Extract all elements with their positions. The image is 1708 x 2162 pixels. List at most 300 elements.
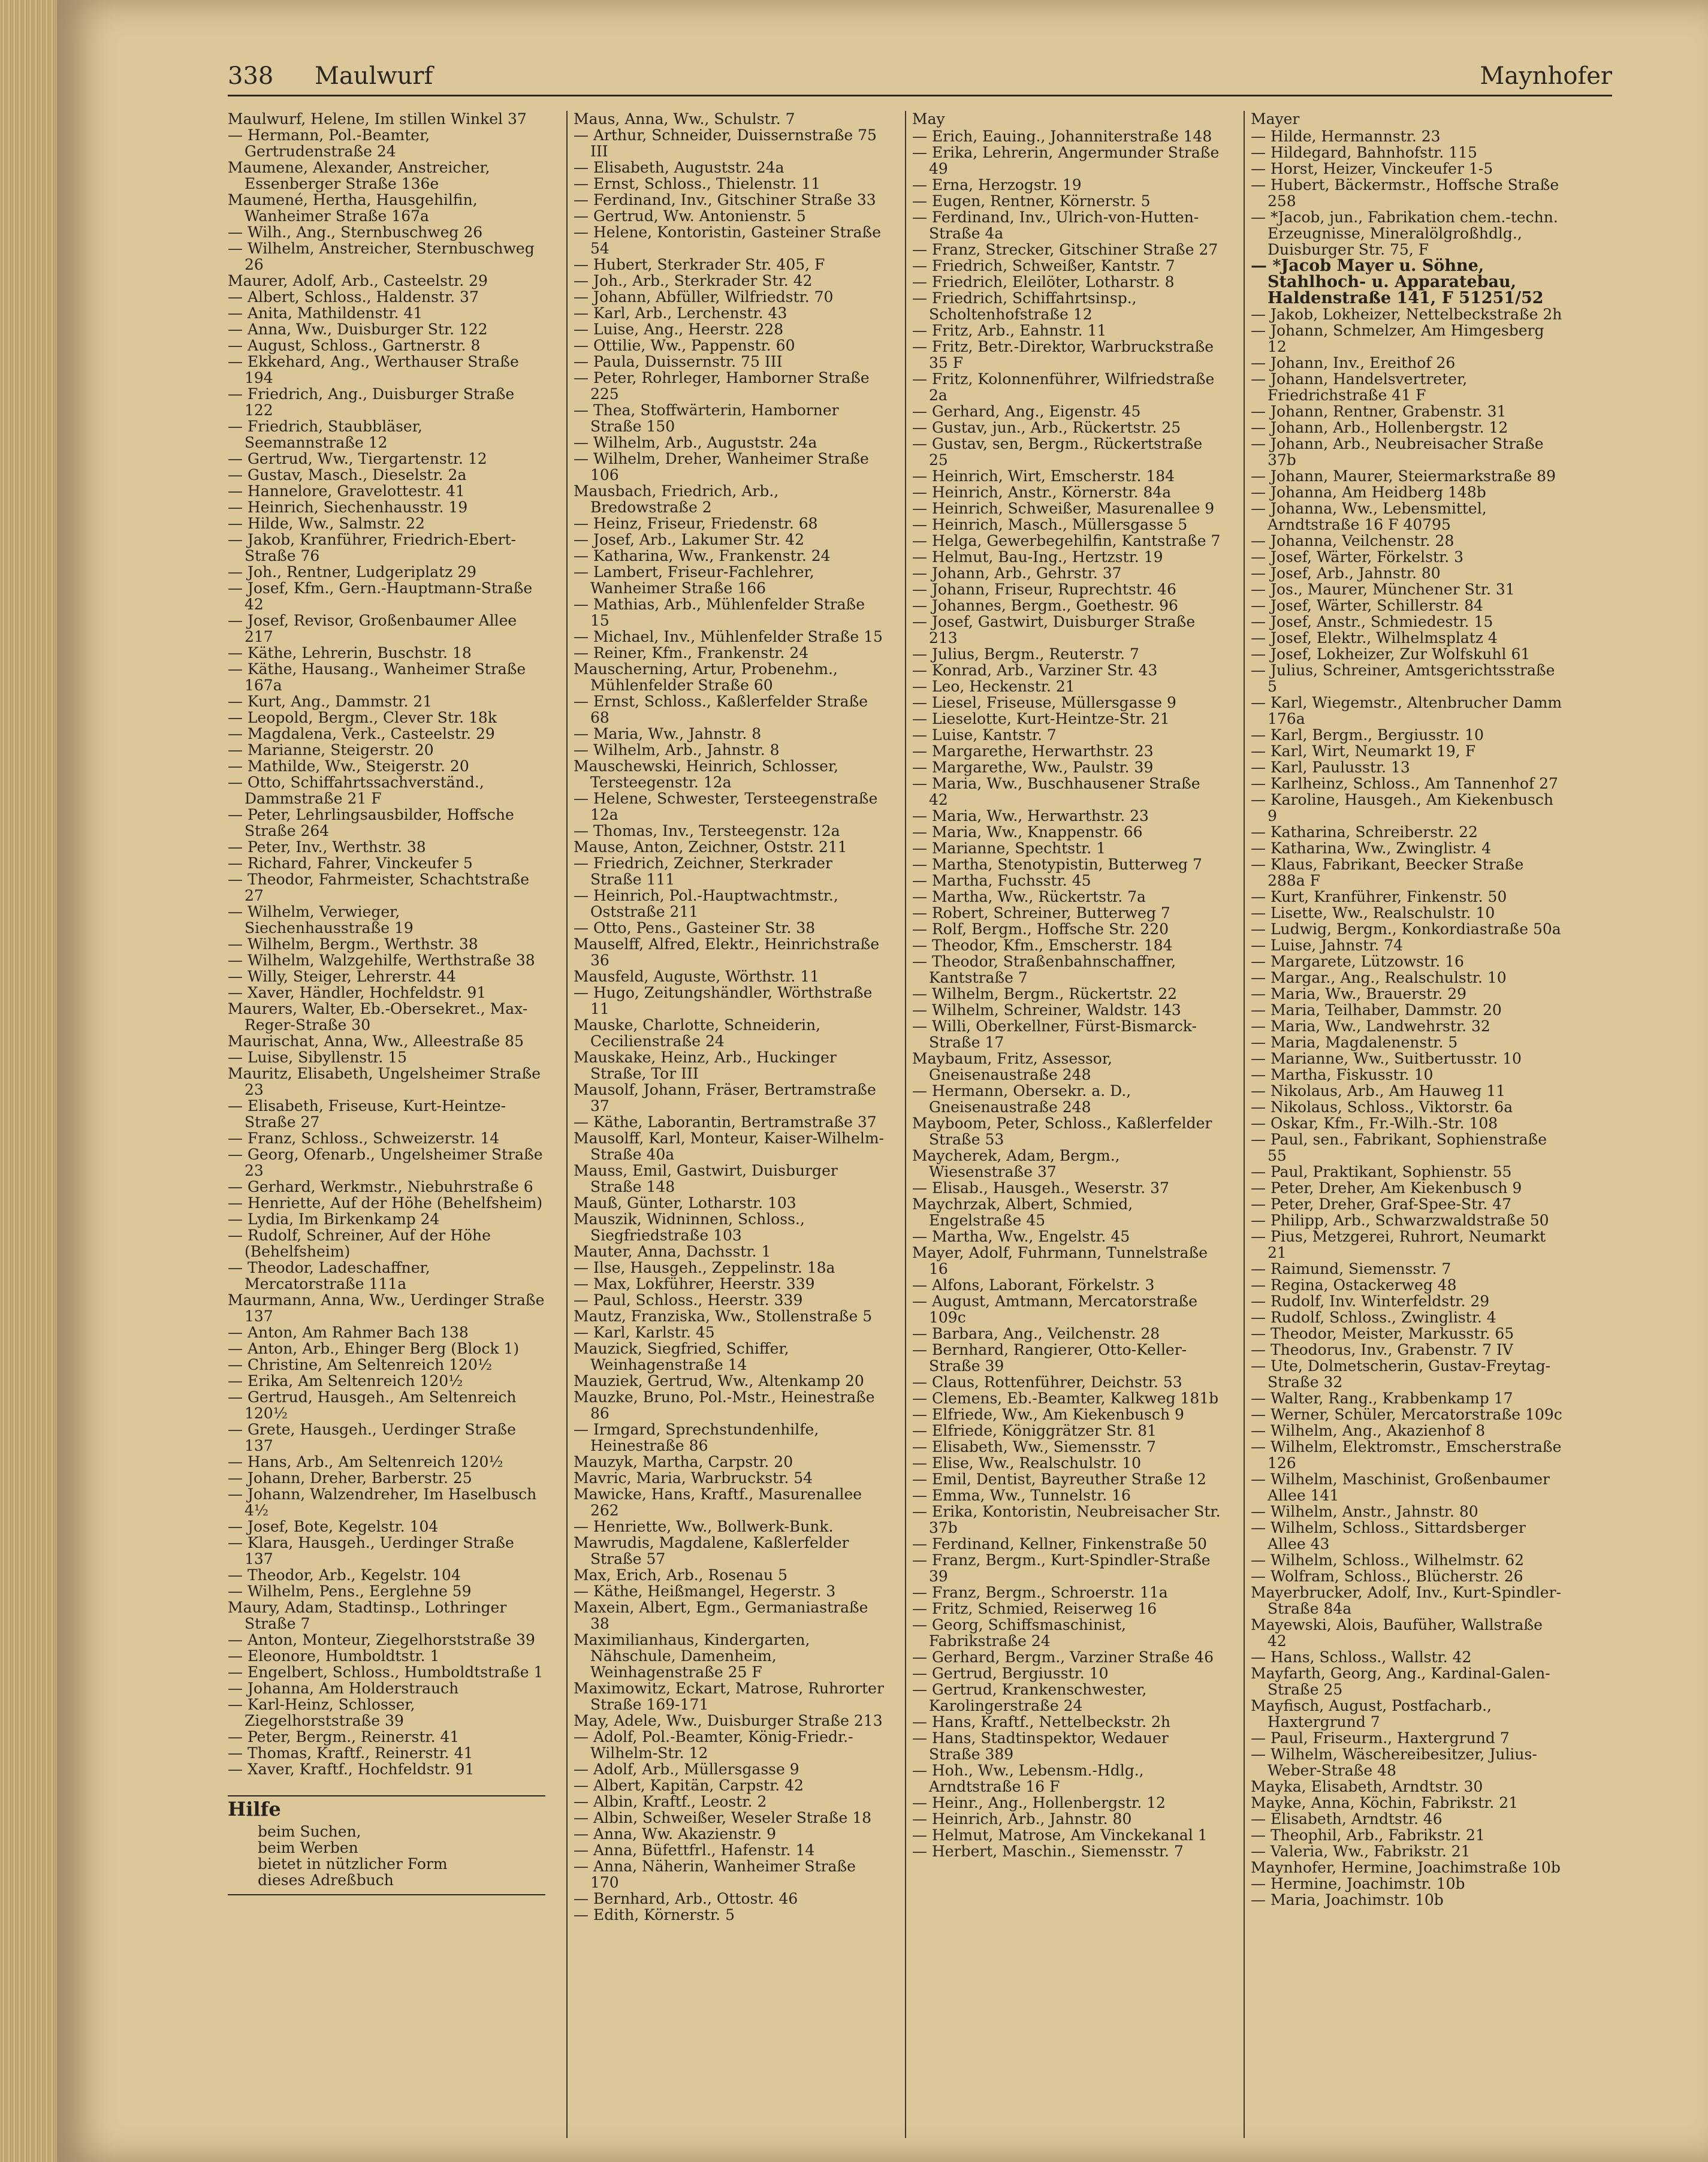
directory-entry: — August, Amtmann, Mercatorstraße 109c: [912, 1293, 1198, 1326]
directory-entry: — Margarethe, Herwarthstr. 23: [912, 742, 1154, 760]
directory-entry: — Peter, Rohrleger, Hamborner Straße 225: [574, 369, 870, 403]
directory-entry: — Klara, Hausgeh., Uerdinger Straße 137: [228, 1534, 514, 1568]
directory-entry: — Otto, Pens., Gasteiner Str. 38: [574, 919, 816, 937]
directory-entry: — Josef, Anstr., Schmiedestr. 15: [1251, 613, 1493, 630]
directory-entry: — Thomas, Kraftf., Reinerstr. 41: [228, 1744, 473, 1762]
directory-entry: Mauter, Anna, Dachsstr. 1: [574, 1243, 771, 1260]
directory-entry: — Margarete, Lützowstr. 16: [1251, 953, 1464, 970]
directory-entry: — Anton, Monteur, Ziegelhorststraße 39: [228, 1631, 535, 1648]
directory-entry: — Fritz, Schmied, Reiserweg 16: [912, 1600, 1157, 1617]
page-header: [228, 47, 1612, 96]
directory-entry: — Josef, Gastwirt, Duisburger Straße 213: [912, 613, 1196, 647]
directory-entry: — Wilhelm, Bergm., Rückertstr. 22: [912, 985, 1178, 1003]
directory-entry: — Luise, Ang., Heerstr. 228: [574, 321, 784, 338]
directory-entry: — Albert, Schloss., Haldenstr. 37: [228, 288, 479, 306]
column-3: [905, 111, 1224, 2138]
directory-entry: — Kurt, Ang., Dammstr. 21: [228, 693, 433, 710]
directory-entry: — Bernhard, Rangierer, Otto-Keller-Straße 39: [912, 1341, 1187, 1375]
directory-entry: — Maria, Ww., Brauerstr. 29: [1251, 985, 1467, 1003]
directory-entry: — Wilhelm, Elektromstr., Emscherstraße 126: [1251, 1438, 1562, 1472]
directory-entry: — Theodor, Straßenbahnschaffner, Kantstraße 7: [912, 953, 1176, 986]
directory-entry: — Hannelore, Gravelottestr. 41: [228, 482, 465, 500]
directory-entry: Mayboom, Peter, Schloss., Kaßlerfelder Straße 53: [912, 1115, 1212, 1148]
directory-entry: — Ute, Dolmetscherin, Gustav-Freytag-Straße 32: [1251, 1357, 1551, 1391]
directory-entry: — Friedrich, Eleilöter, Lotharstr. 8: [912, 273, 1175, 291]
directory-entry: — Wilhelm, Anstr., Jahnstr. 80: [1251, 1503, 1478, 1520]
directory-entry: — Elise, Ww., Realschulstr. 10: [912, 1454, 1142, 1472]
directory-entry: — Elisabeth, Friseuse, Kurt-Heintze-Straße 27: [228, 1097, 506, 1131]
directory-entry: — Martha, Ww., Engelstr. 45: [912, 1228, 1130, 1245]
directory-entry: — Eleonore, Humboldtstr. 1: [228, 1647, 440, 1665]
directory-entry: — Thea, Stoffwärterin, Hamborner Straße 150: [574, 401, 839, 435]
directory-entry: — Wilhelm, Ang., Akazienhof 8: [1251, 1422, 1486, 1439]
directory-entry: — Peter, Dreher, Graf-Spee-Str. 47: [1251, 1195, 1512, 1213]
directory-entry: — Ernst, Schloss., Thielenstr. 11: [574, 175, 821, 192]
directory-entry: — Gertrud, Ww., Tiergartenstr. 12: [228, 450, 487, 467]
directory-entry: — Maria, Joachimstr. 10b: [1251, 1891, 1444, 1909]
directory-entry: Maurischat, Anna, Ww., Alleestraße 85: [228, 1032, 524, 1050]
directory-entry: — Johann, Inv., Ereithof 26: [1251, 354, 1456, 372]
directory-entry: — Wilhelm, Schloss., Sittardsberger Allee 43: [1251, 1519, 1526, 1553]
directory-entry: — Katharina, Schreiberstr. 22: [1251, 823, 1478, 841]
directory-entry: — Ilse, Hausgeh., Zeppelinstr. 18a: [574, 1259, 835, 1276]
directory-entry: — Ferdinand, Inv., Ulrich-von-Hutten-Straße 4a: [912, 209, 1199, 242]
directory-entry: — Wilhelm, Schloss., Wilhelmstr. 62: [1251, 1551, 1525, 1569]
directory-entry: — Maria, Ww., Jahnstr. 8: [574, 725, 762, 742]
directory-entry: — Martha, Stenotypistin, Butterweg 7: [912, 856, 1202, 873]
directory-entry: — Martha, Fiskusstr. 10: [1251, 1066, 1434, 1083]
directory-entry: — Emma, Ww., Tunnelstr. 16: [912, 1487, 1131, 1504]
directory-entry: — Michael, Inv., Mühlenfelder Straße 15: [574, 628, 883, 645]
directory-entry: Mautz, Franziska, Ww., Stollenstraße 5: [574, 1308, 873, 1325]
directory-entry: — Karl, Karlstr. 45: [574, 1324, 715, 1341]
directory-entry: — Luise, Kantstr. 7: [912, 726, 1057, 744]
directory-entry: — Heinrich, Schweißer, Masurenallee 9: [912, 500, 1215, 517]
directory-entry: — Johanna, Veilchenstr. 28: [1251, 532, 1454, 549]
directory-entry: — Maria, Teilhaber, Dammstr. 20: [1251, 1001, 1502, 1019]
directory-entry: — Heinr., Ang., Hollenbergstr. 12: [912, 1794, 1166, 1811]
directory-entry: — Gertrud, Hausgeh., Am Seltenreich 120½: [228, 1388, 517, 1422]
directory-entry: — Maria, Ww., Knappenstr. 66: [912, 823, 1143, 841]
directory-entry: — Peter, Dreher, Am Kiekenbusch 9: [1251, 1179, 1522, 1197]
directory-entry: — Philipp, Arb., Schwarzwaldstraße 50: [1251, 1212, 1549, 1229]
directory-entry: Maxein, Albert, Egm., Germaniastraße 38: [574, 1599, 868, 1632]
directory-entry: — Xaver, Kraftf., Hochfeldstr. 91: [228, 1761, 475, 1778]
directory-entry: — Walter, Rang., Krabbenkamp 17: [1251, 1390, 1513, 1407]
directory-entry: — Gerhard, Bergm., Varziner Straße 46: [912, 1648, 1214, 1666]
directory-entry: — Karoline, Hausgeh., Am Kiekenbusch 9: [1251, 791, 1553, 825]
directory-entry: Mauske, Charlotte, Schneiderin, Cecilienstraße 24: [574, 1016, 821, 1050]
directory-entry: — Rudolf, Schloss., Zwinglistr. 4: [1251, 1309, 1496, 1326]
directory-entry: — Johann, Arb., Gehrstr. 37: [912, 564, 1122, 582]
directory-entry: — Josef, Lokheizer, Zur Wolfskuhl 61: [1251, 645, 1531, 663]
directory-entry: — Clemens, Eb.-Beamter, Kalkweg 181b: [912, 1390, 1219, 1407]
directory-entry: — Heinrich, Siechenhausstr. 19: [228, 499, 468, 516]
directory-entry: — Ernst, Schloss., Kaßlerfelder Straße 68: [574, 693, 868, 726]
directory-entry: — Anton, Am Rahmer Bach 138: [228, 1324, 469, 1341]
directory-entry: — Käthe, Heißmangel, Hegerstr. 3: [574, 1583, 836, 1600]
directory-entry: — Hans, Kraftf., Nettelbeckstr. 2h: [912, 1713, 1170, 1731]
directory-entry: — Friedrich, Schweißer, Kantstr. 7: [912, 257, 1175, 274]
directory-entry: — Heinrich, Anstr., Körnerstr. 84a: [912, 484, 1172, 501]
directory-entry: — Käthe, Hausang., Wanheimer Straße 167a: [228, 660, 526, 694]
directory-entry: — Anna, Ww. Akazienstr. 9: [574, 1825, 777, 1843]
directory-entry: — Hubert, Sterkrader Str. 405, F: [574, 256, 825, 273]
directory-entry: — Regina, Ostackerweg 48: [1251, 1276, 1457, 1294]
directory-entry: Mauselff, Alfred, Elektr., Heinrichstraße 36: [574, 935, 880, 969]
directory-entry: — Josef, Arb., Jahnstr. 80: [1251, 564, 1441, 582]
directory-entry: Mauritz, Elisabeth, Ungelsheimer Straße 23: [228, 1065, 541, 1098]
directory-entry: — Paul, Friseurm., Haxtergrund 7: [1251, 1729, 1510, 1747]
directory-entry: — Karl, Wiegemstr., Altenbrucher Damm 176a: [1251, 694, 1562, 727]
directory-entry: — Johanna, Am Heidberg 148b: [1251, 484, 1486, 501]
directory-entry: — Friedrich, Ang., Duisburger Straße 122: [228, 385, 515, 419]
directory-entry: — Johann, Walzendreher, Im Haselbusch 4½: [228, 1485, 537, 1519]
directory-entry: — Peter, Bergm., Reinerstr. 41: [228, 1728, 460, 1746]
directory-entry: — Johanna, Am Holderstrauch: [228, 1680, 459, 1697]
directory-entry: — Edith, Körnerstr. 5: [574, 1906, 735, 1924]
directory-entry: — Franz, Schloss., Schweizerstr. 14: [228, 1130, 500, 1147]
directory-entry: — Erika, Lehrerin, Angermunder Straße 49: [912, 144, 1220, 177]
directory-entry: — Klaus, Fabrikant, Beecker Straße 288a F: [1251, 856, 1524, 889]
directory-entry: — Margar., Ang., Realschulstr. 10: [1251, 969, 1507, 986]
directory-entry: — Gertrud, Bergiusstr. 10: [912, 1665, 1109, 1682]
directory-entry: Mayfarth, Georg, Ang., Kardinal-Galen-Straße 25: [1251, 1665, 1550, 1698]
directory-entry: — Friedrich, Zeichner, Sterkrader Straße 111: [574, 854, 832, 888]
directory-entry: — Franz, Strecker, Gitschiner Straße 27: [912, 241, 1218, 258]
directory-entry: — Franz, Bergm., Kurt-Spindler-Straße 39: [912, 1551, 1211, 1585]
directory-entry: — Nikolaus, Arb., Am Hauweg 11: [1251, 1082, 1506, 1100]
directory-entry: — Ekkehard, Ang., Werthauser Straße 194: [228, 353, 519, 386]
directory-entry: — Mathilde, Ww., Steigerstr. 20: [228, 757, 469, 775]
directory-entry: — Jakob, Kranführer, Friedrich-Ebert-Straße 76: [228, 531, 516, 564]
column-4: [1244, 111, 1562, 2138]
directory-entry: — Luise, Sibyllenstr. 15: [228, 1049, 408, 1066]
directory-entry: — Anna, Näherin, Wanheimer Straße 170: [574, 1858, 856, 1891]
directory-entry: — Marianne, Ww., Suitbertusstr. 10: [1251, 1050, 1522, 1067]
directory-entry: — Elisabeth, Arndtstr. 46: [1251, 1810, 1443, 1828]
directory-entry: — Elisabeth, Ww., Siemensstr. 7: [912, 1438, 1156, 1456]
directory-entry: Mause, Anton, Zeichner, Oststr. 211: [574, 838, 847, 856]
directory-entry: — Fritz, Kolonnenführer, Wilfriedstraße 2a: [912, 370, 1215, 404]
directory-entry: — Helga, Gewerbegehilfin, Kantstraße 7: [912, 532, 1221, 549]
directory-entry: — Fritz, Betr.-Direktor, Warbruckstraße 35 F: [912, 338, 1214, 372]
directory-entry: — Hans, Arb., Am Seltenreich 120½: [228, 1453, 503, 1470]
directory-entry: — Joh., Rentner, Ludgeriplatz 29: [228, 563, 477, 581]
directory-entry: — Alfons, Laborant, Förkelstr. 3: [912, 1276, 1155, 1294]
directory-entry: — Engelbert, Schloss., Humboldtstraße 1: [228, 1663, 544, 1681]
directory-entry: — Gerhard, Werkmstr., Niebuhrstraße 6: [228, 1178, 533, 1195]
directory-entry: Mayfisch, August, Postfacharb., Haxtergrund 7: [1251, 1697, 1492, 1731]
directory-entry: — Jakob, Lokheizer, Nettelbeckstraße 2h: [1251, 306, 1562, 323]
directory-entry: — Theodor, Arb., Kegelstr. 104: [228, 1566, 461, 1584]
directory-entry: — Leo, Heckenstr. 21: [912, 678, 1075, 695]
directory-entry: — Theodor, Kfm., Emscherstr. 184: [912, 937, 1173, 954]
directory-entry: — Willi, Oberkellner, Fürst-Bismarck-Straße 17: [912, 1017, 1197, 1051]
directory-entry: Mauss, Emil, Gastwirt, Duisburger Straße 148: [574, 1162, 838, 1195]
directory-entry: — Katharina, Ww., Frankenstr. 24: [574, 547, 831, 564]
directory-entry: — *Jacob Mayer u. Söhne, Stahlhoch- u. Apparatebau, Haldenstraße 141, F 51251/52: [1251, 256, 1544, 307]
directory-entry: — Anna, Büfettfrl., Hafenstr. 14: [574, 1841, 815, 1859]
directory-entry: Mauszik, Widninnen, Schloss., Siegfriedstraße 103: [574, 1210, 805, 1244]
directory-entry: — Wilhelm, Walzgehilfe, Werthstraße 38: [228, 952, 535, 969]
directory-entry: — Josef, Kfm., Gern.-Hauptmann-Straße 42: [228, 579, 533, 613]
directory-entry: — Franz, Bergm., Schroerstr. 11a: [912, 1584, 1168, 1601]
directory-entry: — Hermann, Pol.-Beamter, Gertrudenstraße 24: [228, 126, 430, 160]
directory-entry: — Gustav, jun., Arb., Rückertstr. 25: [912, 419, 1181, 436]
directory-entry: — Hermann, Obersekr. a. D., Gneisenaustraße 248: [912, 1082, 1131, 1116]
directory-entry: — Arthur, Schneider, Duissernstraße 75 III: [574, 126, 877, 160]
advertisement-title: Hilfe: [228, 1798, 281, 1820]
directory-entry: — Liesel, Friseuse, Müllersgasse 9: [912, 694, 1176, 711]
directory-entry: Mayewski, Alois, Baufüher, Wallstraße 42: [1251, 1616, 1543, 1650]
directory-entry: — Karl, Bergm., Bergiusstr. 10: [1251, 726, 1484, 744]
directory-entry: — Joh., Arb., Sterkrader Str. 42: [574, 272, 813, 289]
directory-entry: Mavric, Maria, Warbruckstr. 54: [574, 1469, 813, 1487]
column-1: [228, 111, 545, 2138]
directory-entry: Maumené, Hertha, Hausgehilfin, Wanheimer Straße 167a: [228, 191, 478, 225]
directory-entry: — Heinrich, Wirt, Emscherstr. 184: [912, 467, 1175, 485]
directory-entry: Maximowitz, Eckart, Matrose, Ruhrorter Straße 169-171: [574, 1680, 884, 1713]
directory-entry: — Hilde, Ww., Salmstr. 22: [228, 515, 425, 532]
directory-entry: — Wilhelm, Bergm., Werthstr. 38: [228, 935, 478, 953]
directory-entry: — Anita, Mathildenstr. 41: [228, 304, 423, 322]
directory-entry: — Heinz, Friseur, Friedenstr. 68: [574, 515, 818, 532]
directory-entry: Mausbach, Friedrich, Arb., Bredowstraße 2: [574, 482, 779, 516]
directory-entry: — Mathias, Arb., Mühlenfelder Straße 15: [574, 596, 865, 629]
directory-entry: — Theodor, Fahrmeister, Schachtstraße 27: [228, 871, 530, 904]
directory-entry: — Hoh., Ww., Lebensm.-Hdlg., Arndtstraße 16 F: [912, 1762, 1144, 1795]
directory-entry: — Peter, Inv., Werthstr. 38: [228, 838, 426, 856]
directory-entry: — Maria, Ww., Buschhausener Straße 42: [912, 775, 1200, 808]
directory-entry: Mauß, Günter, Lotharstr. 103: [574, 1194, 796, 1212]
directory-entry: — Hans, Schloss., Wallstr. 42: [1251, 1648, 1472, 1666]
directory-entry: — Theodor, Ladeschaffner, Mercatorstraße 111a: [228, 1259, 430, 1293]
directory-entry: — Leopold, Bergm., Clever Str. 18k: [228, 709, 497, 726]
directory-entry: — Ludwig, Bergm., Konkordiastraße 50a: [1251, 920, 1561, 938]
directory-entry: — Eugen, Rentner, Körnerstr. 5: [912, 192, 1151, 210]
directory-entry: — Claus, Rottenführer, Deichstr. 53: [912, 1373, 1182, 1391]
directory-entry: — Hildegard, Bahnhofstr. 115: [1251, 144, 1477, 161]
directory-entry: — Johann, Schmelzer, Am Himgesberg 12: [1251, 322, 1544, 355]
directory-entry: — Nikolaus, Schloss., Viktorstr. 6a: [1251, 1098, 1513, 1116]
directory-entry: Maulwurf, Helene, Im stillen Winkel 37: [228, 111, 527, 128]
advertisement-box: [228, 1795, 545, 1895]
directory-entry: Mauzke, Bruno, Pol.-Mstr., Heinestraße 86: [574, 1388, 875, 1422]
directory-entry: — Konrad, Arb., Varziner Str. 43: [912, 662, 1158, 679]
directory-entry: — Robert, Schreiner, Butterweg 7: [912, 904, 1170, 922]
directory-entry: — Willy, Steiger, Lehrerstr. 44: [228, 968, 456, 985]
directory-entry: — Wilh., Ang., Sternbuschweg 26: [228, 224, 483, 241]
directory-entry: — Helene, Schwester, Tersteegenstraße 12a: [574, 790, 878, 823]
directory-entry: — Hilde, Hermannstr. 23: [1251, 128, 1441, 145]
directory-entry: — Pius, Metzgerei, Ruhrort, Neumarkt 21: [1251, 1228, 1546, 1261]
directory-entry: Mauzick, Siegfried, Schiffer, Weinhagenstraße 14: [574, 1340, 789, 1373]
directory-entry: — Elisabeth, Auguststr. 24a: [574, 159, 784, 176]
directory-entry: — Elisab., Hausgeh., Weserstr. 37: [912, 1179, 1169, 1197]
directory-entry: — Theodorus, Inv., Grabenstr. 7 IV: [1251, 1341, 1513, 1358]
directory-entry: — Gertrud, Ww. Antonienstr. 5: [574, 207, 806, 225]
directory-entry: — Hans, Stadtinspektor, Wedauer Straße 389: [912, 1729, 1169, 1763]
directory-entry: — Theodor, Meister, Markusstr. 65: [1251, 1325, 1514, 1342]
directory-entry: — Reiner, Kfm., Frankenstr. 24: [574, 644, 809, 662]
directory-entry: — Gertrud, Krankenschwester, Karolingerstraße 24: [912, 1681, 1147, 1714]
directory-entry: — Hermine, Joachimstr. 10b: [1251, 1875, 1465, 1892]
directory-entry: Maychrzak, Albert, Schmied, Engelstraße 45: [912, 1195, 1133, 1229]
directory-entry: — Johannes, Bergm., Goethestr. 96: [912, 597, 1178, 614]
directory-entry: — Johann, Abfüller, Wilfriedstr. 70: [574, 288, 834, 306]
directory-entry: Maurers, Walter, Eb.-Obersekret., Max-Reger-Straße 30: [228, 1000, 528, 1034]
directory-entry: — Karlheinz, Schloss., Am Tannenhof 27: [1251, 775, 1558, 792]
directory-entry: — Paula, Duissernstr. 75 III: [574, 353, 783, 370]
directory-entry: — Albin, Kraftf., Leostr. 2: [574, 1793, 767, 1810]
directory-entry: — Lambert, Friseur-Fachlehrer, Wanheimer Straße 166: [574, 563, 814, 597]
directory-entry: May, Adele, Ww., Duisburger Straße 213: [574, 1712, 883, 1729]
directory-entry: — Heinrich, Pol.-Hauptwachtmstr., Oststraße 211: [574, 887, 838, 920]
directory-entry: — Raimund, Siemensstr. 7: [1251, 1260, 1452, 1278]
directory-entry: — Fritz, Arb., Eahnstr. 11: [912, 322, 1107, 339]
directory-entry: Mayer, Adolf, Fuhrmann, Tunnelstraße 16: [912, 1244, 1208, 1278]
directory-entry: — Erika, Am Seltenreich 120½: [228, 1372, 463, 1390]
directory-entry: — Adolf, Pol.-Beamter, König-Friedr.-Wilhelm-Str. 12: [574, 1728, 853, 1762]
directory-entry: — Paul, Praktikant, Sophienstr. 55: [1251, 1163, 1512, 1180]
directory-entry: — Irmgard, Sprechstundenhilfe, Heinestraße 86: [574, 1421, 819, 1454]
page-number: 338: [228, 62, 274, 90]
directory-entry: — Henriette, Ww., Bollwerk-Bunk.: [574, 1518, 834, 1535]
directory-entry: — Johann, Friseur, Ruprechtstr. 46: [912, 581, 1176, 598]
directory-entry: — Wilhelm, Pens., Eerglehne 59: [228, 1583, 472, 1600]
directory-entry: — Lydia, Im Birkenkamp 24: [228, 1210, 440, 1228]
directory-entry: — Marianne, Steigerstr. 20: [228, 741, 434, 759]
directory-entry: — Xaver, Händler, Hochfeldstr. 91: [228, 984, 487, 1001]
directory-entry: — Elfriede, Königgrätzer Str. 81: [912, 1422, 1157, 1439]
directory-entry: — Wilhelm, Schreiner, Waldstr. 143: [912, 1001, 1181, 1019]
directory-entry: — Wilhelm, Arb., Jahnstr. 8: [574, 741, 780, 759]
directory-entry: — Friedrich, Staubbläser, Seemannstraße 12: [228, 418, 423, 451]
directory-entry: — Heinrich, Arb., Jahnstr. 80: [912, 1810, 1132, 1828]
directory-entry: Mauzyk, Martha, Carpstr. 20: [574, 1453, 793, 1470]
directory-entry: Mauschewski, Heinrich, Schlosser, Tersteegenstr. 12a: [574, 757, 839, 791]
directory-entry: Mauziek, Gertrud, Ww., Altenkamp 20: [574, 1372, 864, 1390]
directory-entry: — Marianne, Spechtstr. 1: [912, 840, 1106, 857]
directory-entry: — Johann, Handelsvertreter, Friedrichstraße 41 F: [1251, 370, 1468, 404]
directory-entry: — Wilhelm, Anstreicher, Sternbuschweg 26: [228, 240, 535, 273]
directory-entry: — Anna, Ww., Duisburger Str. 122: [228, 321, 488, 338]
directory-entry: Mausolf, Johann, Fräser, Bertramstraße 37: [574, 1081, 876, 1115]
directory-entry: — Johann, Maurer, Steiermarkstraße 89: [1251, 467, 1556, 485]
directory-entry: — Bernhard, Arb., Ottostr. 46: [574, 1890, 798, 1907]
directory-entry: — Adolf, Arb., Müllersgasse 9: [574, 1761, 799, 1778]
directory-entry: — Gustav, sen, Bergm., Rückertstraße 25: [912, 435, 1203, 469]
directory-entry: Mauskake, Heinz, Arb., Huckinger Straße, Tor III: [574, 1049, 837, 1082]
directory-entry: — Erich, Eauing., Johanniterstraße 148: [912, 128, 1212, 145]
advertisement-line: dieses Adreßbuch: [258, 1871, 394, 1889]
directory-entry: — Karl-Heinz, Schlosser, Ziegelhorststraße 39: [228, 1696, 415, 1729]
header-keyword-right: Maynhofer: [1480, 62, 1612, 90]
directory-entry: — Georg, Ofenarb., Ungelsheimer Straße 23: [228, 1146, 543, 1179]
directory-entry: — Theophil, Arb., Fabrikstr. 21: [1251, 1826, 1485, 1844]
directory-entry: Maury, Adam, Stadtinsp., Lothringer Straße 7: [228, 1599, 507, 1632]
directory-entry: — Maria, Ww., Herwarthstr. 23: [912, 807, 1149, 825]
directory-entry: — Julius, Schreiner, Amtsgerichtsstraße 5: [1251, 662, 1555, 695]
header-keyword-left: Maulwurf: [315, 62, 433, 90]
directory-entry: — Johann, Arb., Neubreisacher Straße 37b: [1251, 435, 1544, 469]
directory-entry: — Karl, Paulusstr. 13: [1251, 759, 1410, 776]
directory-entry: — Anton, Arb., Ehinger Berg (Block 1): [228, 1340, 520, 1357]
directory-entry: — Helmut, Matrose, Am Vinckekanal 1: [912, 1826, 1208, 1844]
directory-entry: — Richard, Fahrer, Vinckeufer 5: [228, 854, 473, 872]
directory-entry: — Horst, Heizer, Vinckeufer 1-5: [1251, 160, 1493, 177]
directory-entry: — Lieselotte, Kurt-Heintze-Str. 21: [912, 710, 1170, 727]
column-heading: Mayer: [1251, 111, 1300, 128]
directory-entry: — Ferdinand, Inv., Gitschiner Straße 33: [574, 191, 876, 209]
directory-entry: Mausolff, Karl, Monteur, Kaiser-Wilhelm-Straße 40a: [574, 1130, 884, 1163]
directory-entry: — Hubert, Bäckermstr., Hoffsche Straße 258: [1251, 176, 1559, 210]
column-heading: May: [912, 111, 945, 128]
directory-entry: — Henriette, Auf der Höhe (Behelfsheim): [228, 1194, 543, 1212]
directory-entry: — Wilhelm, Maschinist, Großenbaumer Allee 141: [1251, 1470, 1550, 1504]
directory-entry: Mayke, Anna, Köchin, Fabrikstr. 21: [1251, 1794, 1519, 1811]
directory-entry: — Erika, Kontoristin, Neubreisacher Str. 37b: [912, 1503, 1221, 1536]
directory-entry: — Käthe, Laborantin, Bertramstraße 37: [574, 1113, 877, 1131]
directory-entry: — Luise, Jahnstr. 74: [1251, 937, 1404, 954]
directory-entry: Mayka, Elisabeth, Arndtstr. 30: [1251, 1778, 1483, 1795]
directory-entry: Maus, Anna, Ww., Schulstr. 7: [574, 111, 795, 128]
directory-entry: Maximilianhaus, Kindergarten, Nähschule, Damenheim, Weinhagenstraße 25 F: [574, 1631, 810, 1681]
directory-entry: Maumene, Alexander, Anstreicher, Essenberger Straße 136e: [228, 159, 490, 192]
directory-entry: — Rudolf, Schreiner, Auf der Höhe (Behelfsheim): [228, 1227, 491, 1260]
directory-entry: — *Jacob, jun., Fabrikation chem.-techn. Erzeugnisse, Mineralölgroßhdlg., Duisburger Str. 75, F: [1251, 209, 1558, 258]
directory-entry: — Paul, sen., Fabrikant, Sophienstraße 55: [1251, 1131, 1547, 1164]
directory-entry: — Käthe, Lehrerin, Buschstr. 18: [228, 644, 472, 662]
directory-entry: — Peter, Lehrlingsausbilder, Hoffsche Straße 264: [228, 806, 514, 840]
column-2: [566, 111, 885, 2138]
advertisement-rule: [228, 1894, 545, 1895]
directory-entry: — Kurt, Kranführer, Finkenstr. 50: [1251, 888, 1507, 905]
directory-entry: — Helene, Kontoristin, Gasteiner Straße 54: [574, 224, 882, 257]
directory-entry: — Josef, Arb., Lakumer Str. 42: [574, 531, 804, 548]
directory-entry: — Josef, Wärter, Schillerstr. 84: [1251, 597, 1483, 614]
directory-entry: — Werner, Schüler, Mercatorstraße 109c: [1251, 1406, 1562, 1423]
directory-entry: — Margarethe, Ww., Paulstr. 39: [912, 759, 1154, 776]
directory-columns: [228, 111, 1612, 2138]
directory-entry: — Rolf, Bergm., Hoffsche Str. 220: [912, 920, 1169, 938]
directory-entry: — Ferdinand, Kellner, Finkenstraße 50: [912, 1535, 1207, 1553]
directory-entry: — Albin, Schweißer, Weseler Straße 18: [574, 1809, 872, 1826]
directory-entry: — Hugo, Zeitungshändler, Wörthstraße 11: [574, 984, 873, 1017]
advertisement-line: beim Werben: [258, 1839, 358, 1856]
directory-entry: — Johann, Arb., Hollenbergstr. 12: [1251, 419, 1508, 436]
directory-entry: — Barbara, Ang., Veilchenstr. 28: [912, 1325, 1160, 1342]
advertisement-line: beim Suchen,: [258, 1823, 361, 1840]
directory-entry: — Martha, Ww., Rückertstr. 7a: [912, 888, 1146, 905]
directory-entry: — Maria, Magdalenenstr. 5: [1251, 1034, 1458, 1051]
directory-entry: — Helmut, Bau-Ing., Hertzstr. 19: [912, 548, 1163, 566]
advertisement-line: bietet in nützlicher Form: [258, 1855, 448, 1873]
directory-entry: — Wolfram, Schloss., Blücherstr. 26: [1251, 1568, 1523, 1585]
directory-entry: — Albert, Kapitän, Carpstr. 42: [574, 1777, 804, 1794]
directory-entry: Mayerbrucker, Adolf, Inv., Kurt-Spindler-Straße 84a: [1251, 1584, 1561, 1617]
directory-entry: — Otto, Schiffahrtssachverständ., Dammstraße 21 F: [228, 774, 484, 807]
directory-entry: Maybaum, Fritz, Assessor, Gneisenaustraße 248: [912, 1050, 1113, 1083]
directory-entry: — Katharina, Ww., Zwinglistr. 4: [1251, 840, 1492, 857]
directory-entry: — Wilhelm, Verwieger, Siechenhausstraße 19: [228, 903, 414, 937]
directory-entry: — Valeria, Ww., Fabrikstr. 21: [1251, 1843, 1471, 1860]
directory-entry: — Ottilie, Ww., Pappenstr. 60: [574, 337, 795, 354]
directory-entry: — Julius, Bergm., Reuterstr. 7: [912, 645, 1139, 663]
directory-entry: — Josef, Revisor, Großenbaumer Allee 217: [228, 612, 517, 645]
directory-entry: — Karl, Wirt, Neumarkt 19, F: [1251, 742, 1476, 760]
